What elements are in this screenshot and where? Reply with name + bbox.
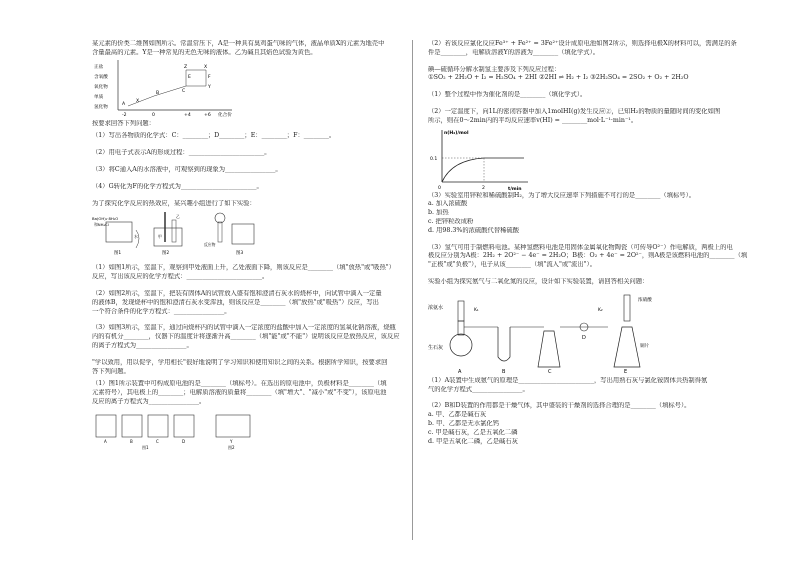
question-intro: 按要求回答下列问题：	[92, 119, 155, 127]
app-label-quicklime: 生石灰	[428, 344, 444, 351]
y-label-salt: 正盐	[94, 64, 104, 70]
x-axis-title: 化合价	[218, 112, 232, 118]
y-label-acid: 含氧酸	[94, 74, 108, 80]
point-a: A	[122, 101, 126, 107]
fig2-label-b: 乙	[176, 214, 180, 220]
question-2: （2）用电子式表示A的形成过程：________________________。	[92, 149, 271, 157]
battery-a: A	[104, 438, 107, 444]
battery-d: D	[182, 438, 186, 444]
h2-time-chart	[428, 126, 770, 192]
point-x-bottom: X	[136, 98, 140, 104]
question-1: （1）写出各物质的化学式：C：________；D________；E：________；F：________。	[92, 132, 336, 140]
experiment-figures	[92, 208, 422, 264]
rate-q-line: （3）实验室用锌粒和稀硫酸制H₂，为了增大反应速率下列措施不可行的是________（填标号）。	[428, 191, 696, 199]
point-z: Z	[184, 64, 188, 70]
fig3-caption: 图3	[236, 251, 244, 257]
fig1-caption: 图1	[114, 251, 122, 257]
battery-c: C	[156, 438, 159, 444]
battery-figures-svg	[92, 407, 272, 451]
point-x-top: X	[204, 64, 208, 70]
fig2-label-a: 甲	[158, 234, 162, 240]
battery-fig2-caption: 图2	[228, 444, 235, 450]
cycle-q2-line-1: （2）一定温度下，向1L的密闭容器中加入1molHI(g)发生反应②，已知H₂的物质的量随时间的变化如图	[428, 107, 721, 115]
app-label-c: C	[548, 368, 552, 375]
experiment-intro: 为了探究化学反应的热效应，某兴趣小组进行了如下实验：	[92, 199, 256, 207]
exp-q3-line-2: 内的有机分________，仪器下的温度计将逐渐升高________（填"能"或"不能"）说明该反应是放热反应，该反应	[92, 333, 400, 341]
valence-class-graph	[92, 58, 422, 120]
question-4: （4）G转化为F的化学方程式为________________________。	[92, 182, 263, 190]
fig1-reagent-label-2: 和NH₄Cl	[94, 222, 109, 228]
exp-q1-line-1: （1）如图1所示，室温下，观察到甲处液面上升，乙处液面下降，则该反应是________（填"放热"或"吸热"）	[92, 264, 395, 272]
battery-fig1-caption: 图1	[142, 444, 149, 450]
lab-q1-line-1: （1）A装置中生成氨气的原理是________________________，写出用熟石灰与氯化铵固体共热制得氨	[428, 376, 708, 384]
fig1-reagent-label: Ba(OH)₂·8H₂O	[92, 216, 119, 222]
battery-figures	[92, 407, 422, 451]
chart-x-label: t/min	[508, 186, 522, 192]
app-label-copper: 铜片	[640, 343, 650, 349]
app-label-ammonia: 浓氨水	[428, 304, 444, 311]
question-3: （3）将C通入A的水溶液中，可观察到的现象为________________。	[92, 165, 282, 173]
point-e: E	[188, 74, 191, 80]
experiment-figures-svg	[92, 208, 292, 264]
point-b: B	[156, 90, 160, 96]
rate-option-d: d. 用98.3%的浓硫酸代替稀硫酸	[428, 226, 520, 234]
app-label-e: E	[624, 368, 628, 375]
exp-q1-line-2: 反应，写出该反应的化学方程式：________________________。	[92, 273, 269, 281]
fuel-cell-line-2: 极反应分别为A极：2H₂ + 2O²⁻ − 4e⁻ = 2H₂O；B极：O₂ + 4e⁻ = 2O²⁻，则A极是该燃料电池的________（填	[428, 252, 748, 260]
exp-q2-line-2: 的液体B，发现烧杯中的饱和澄清石灰水变浑浊，则该反应是________（填"放热"或"吸热"）反应，写出	[92, 298, 379, 306]
x-label-plus4: +4	[184, 112, 191, 118]
point-f: F	[208, 74, 211, 80]
h2-chart-svg	[428, 126, 538, 192]
cycle-q1: （1）整个过程中作为催化剂的是________（填化学式）。	[428, 91, 587, 99]
rate-option-a: a. 加入浓硫酸	[428, 200, 468, 208]
intro-line-2: 含量最高的元素。Y是一种常见的无色无味的液体。乙为碱且其焰色试验为黄色。	[92, 48, 317, 56]
chart-y-tick: 0.1	[430, 156, 438, 162]
lab-option-d: d. 甲是五氧化二磷，乙是碱石灰	[428, 437, 518, 445]
apparatus-svg	[428, 287, 668, 377]
lab-q1-line-2: 气的化学方程式________________。	[428, 385, 529, 393]
right-column	[428, 40, 770, 446]
x-label-minus2: -2	[122, 112, 127, 118]
fuel-cell-line-1: （3）氢气可用于制燃料电池。某种氢燃料电池是用固体金属氧化物陶瓷（可传导O²⁻）作电解质，两极上的电	[428, 243, 733, 251]
exp-q2-line-1: （2）如图2所示，室温下，把装有固体A的试管放入盛有饱和澄清石灰水的烧杯中，向试管中滴入一定量	[92, 289, 382, 297]
h2-curve	[442, 158, 524, 182]
fuel-cell-line-3: "正极"或"负极"），电子从该________（填"流入"或"流出"）。	[428, 261, 596, 269]
app-label-k1: K₁	[474, 307, 479, 313]
exp-q3-line-3: 的离子方程式为________________。	[92, 341, 193, 349]
apparatus-diagram	[428, 287, 770, 377]
app-label-nitric: 浓硝酸	[638, 297, 652, 303]
app-label-b: B	[502, 368, 506, 375]
lab-option-c: c. 甲是碱石灰，乙是五氧化二磷	[428, 428, 518, 436]
rate-option-c: c. 把锌粒改成粉	[428, 217, 474, 225]
study-q1-line-2: 元素符号），其电极上的________；电解质溶液的质量将________（填"增大"、"减小"或"不变"），该原电池	[92, 389, 387, 397]
point-c: C	[182, 88, 186, 94]
exp-q3-line-1: （3）如图3所示，室温下，通过向烧杯内的试管中滴入一定浓度的盐酸中加入一定浓度的氢氧化钠溶液，烧瓶	[92, 324, 396, 332]
study-q1-line-1: （1）图1所示装置中可构成原电池的是________（填标号）。在选出的原电池中，负极材料是________（填	[92, 380, 387, 388]
fig3-reactant-label: 反应物	[204, 242, 216, 248]
chart-y-label: n(H₂)/mol	[444, 130, 469, 136]
y-label-element: 单质	[94, 94, 104, 100]
app-label-k2: K₂	[598, 307, 603, 313]
left-column	[92, 40, 422, 451]
cycle-equations: ①SO₂ + 2H₂O + I₂ = H₂SO₄ + 2HI ②2HI ⇌ H₂ + I₂ ③2H₂SO₄ = 2SO₂ + O₂ + 2H₂O	[428, 74, 689, 82]
x-label-0: 0	[152, 112, 155, 118]
study-intro-line-1: "学以致用，用以促学，学用相长"很好地说明了学习知识和使用知识之间的关系。根据所学知识，按要求回	[92, 358, 388, 366]
right-q-line-1: （2）若该反应氯化反应Fe³⁺ + Fe²⁺ = 3Fe²⁺设计成原电池如图2所示，则选择电极X的材料可以，需满足的条	[428, 40, 737, 47]
lab-intro: 实验小组为探究氨气与二氧化氮的反应，设计如下实验装置，请回答相关问题：	[428, 277, 649, 285]
app-label-d: D	[582, 334, 586, 341]
rate-option-b: b. 加热	[428, 209, 449, 217]
battery-y-label: Y	[230, 438, 233, 444]
y-label-hydride: 氢化物	[94, 104, 108, 110]
battery-b: B	[130, 438, 133, 444]
point-y: Y	[208, 84, 211, 90]
fig1-water-label: 水	[134, 234, 138, 240]
valence-graph-svg	[92, 58, 252, 120]
chart-x-tick-2: 2	[482, 185, 485, 191]
exp-q2-line-3: 一个符合条件的化学方程式：________________。	[92, 307, 231, 315]
lab-q2-line: （2）B和D装置的作用都是干燥气体，其中盛装的干燥剂的选择合理的是________（填标号）。	[428, 402, 691, 410]
cycle-intro: 碘—硫循环分解水制氢主要涉及下列反应过程：	[428, 65, 561, 73]
fig2-caption: 图2	[162, 251, 170, 257]
intro-line-1: 某元素的价类二维图如图所示。常温常压下，A是一种具有臭鸡蛋气味的气体，液晶单质X的元素为地壳中	[92, 40, 385, 47]
y-label-oxide: 氧化物	[94, 84, 108, 90]
cycle-q2-line-2: 所示，则在0～2min内的平均反应速率v(HI) = ________mol·L⁻¹·min⁻¹。	[428, 116, 638, 124]
right-q-line-2: 件是________，电解质溶液Y的溶液为________（填化学式）。	[428, 48, 600, 56]
app-label-a: A	[458, 368, 462, 375]
study-q1-line-3: 反应的离子方程式为________________。	[92, 397, 206, 405]
study-intro-line-2: 答下列问题。	[92, 367, 130, 375]
lab-option-b: b. 甲、乙都是无水氯化钙	[428, 419, 500, 427]
lab-option-a: a. 甲、乙都是碱石灰	[428, 411, 487, 419]
chart-x-tick-0: 0	[438, 185, 441, 191]
x-label-plus6: +6	[204, 112, 211, 118]
